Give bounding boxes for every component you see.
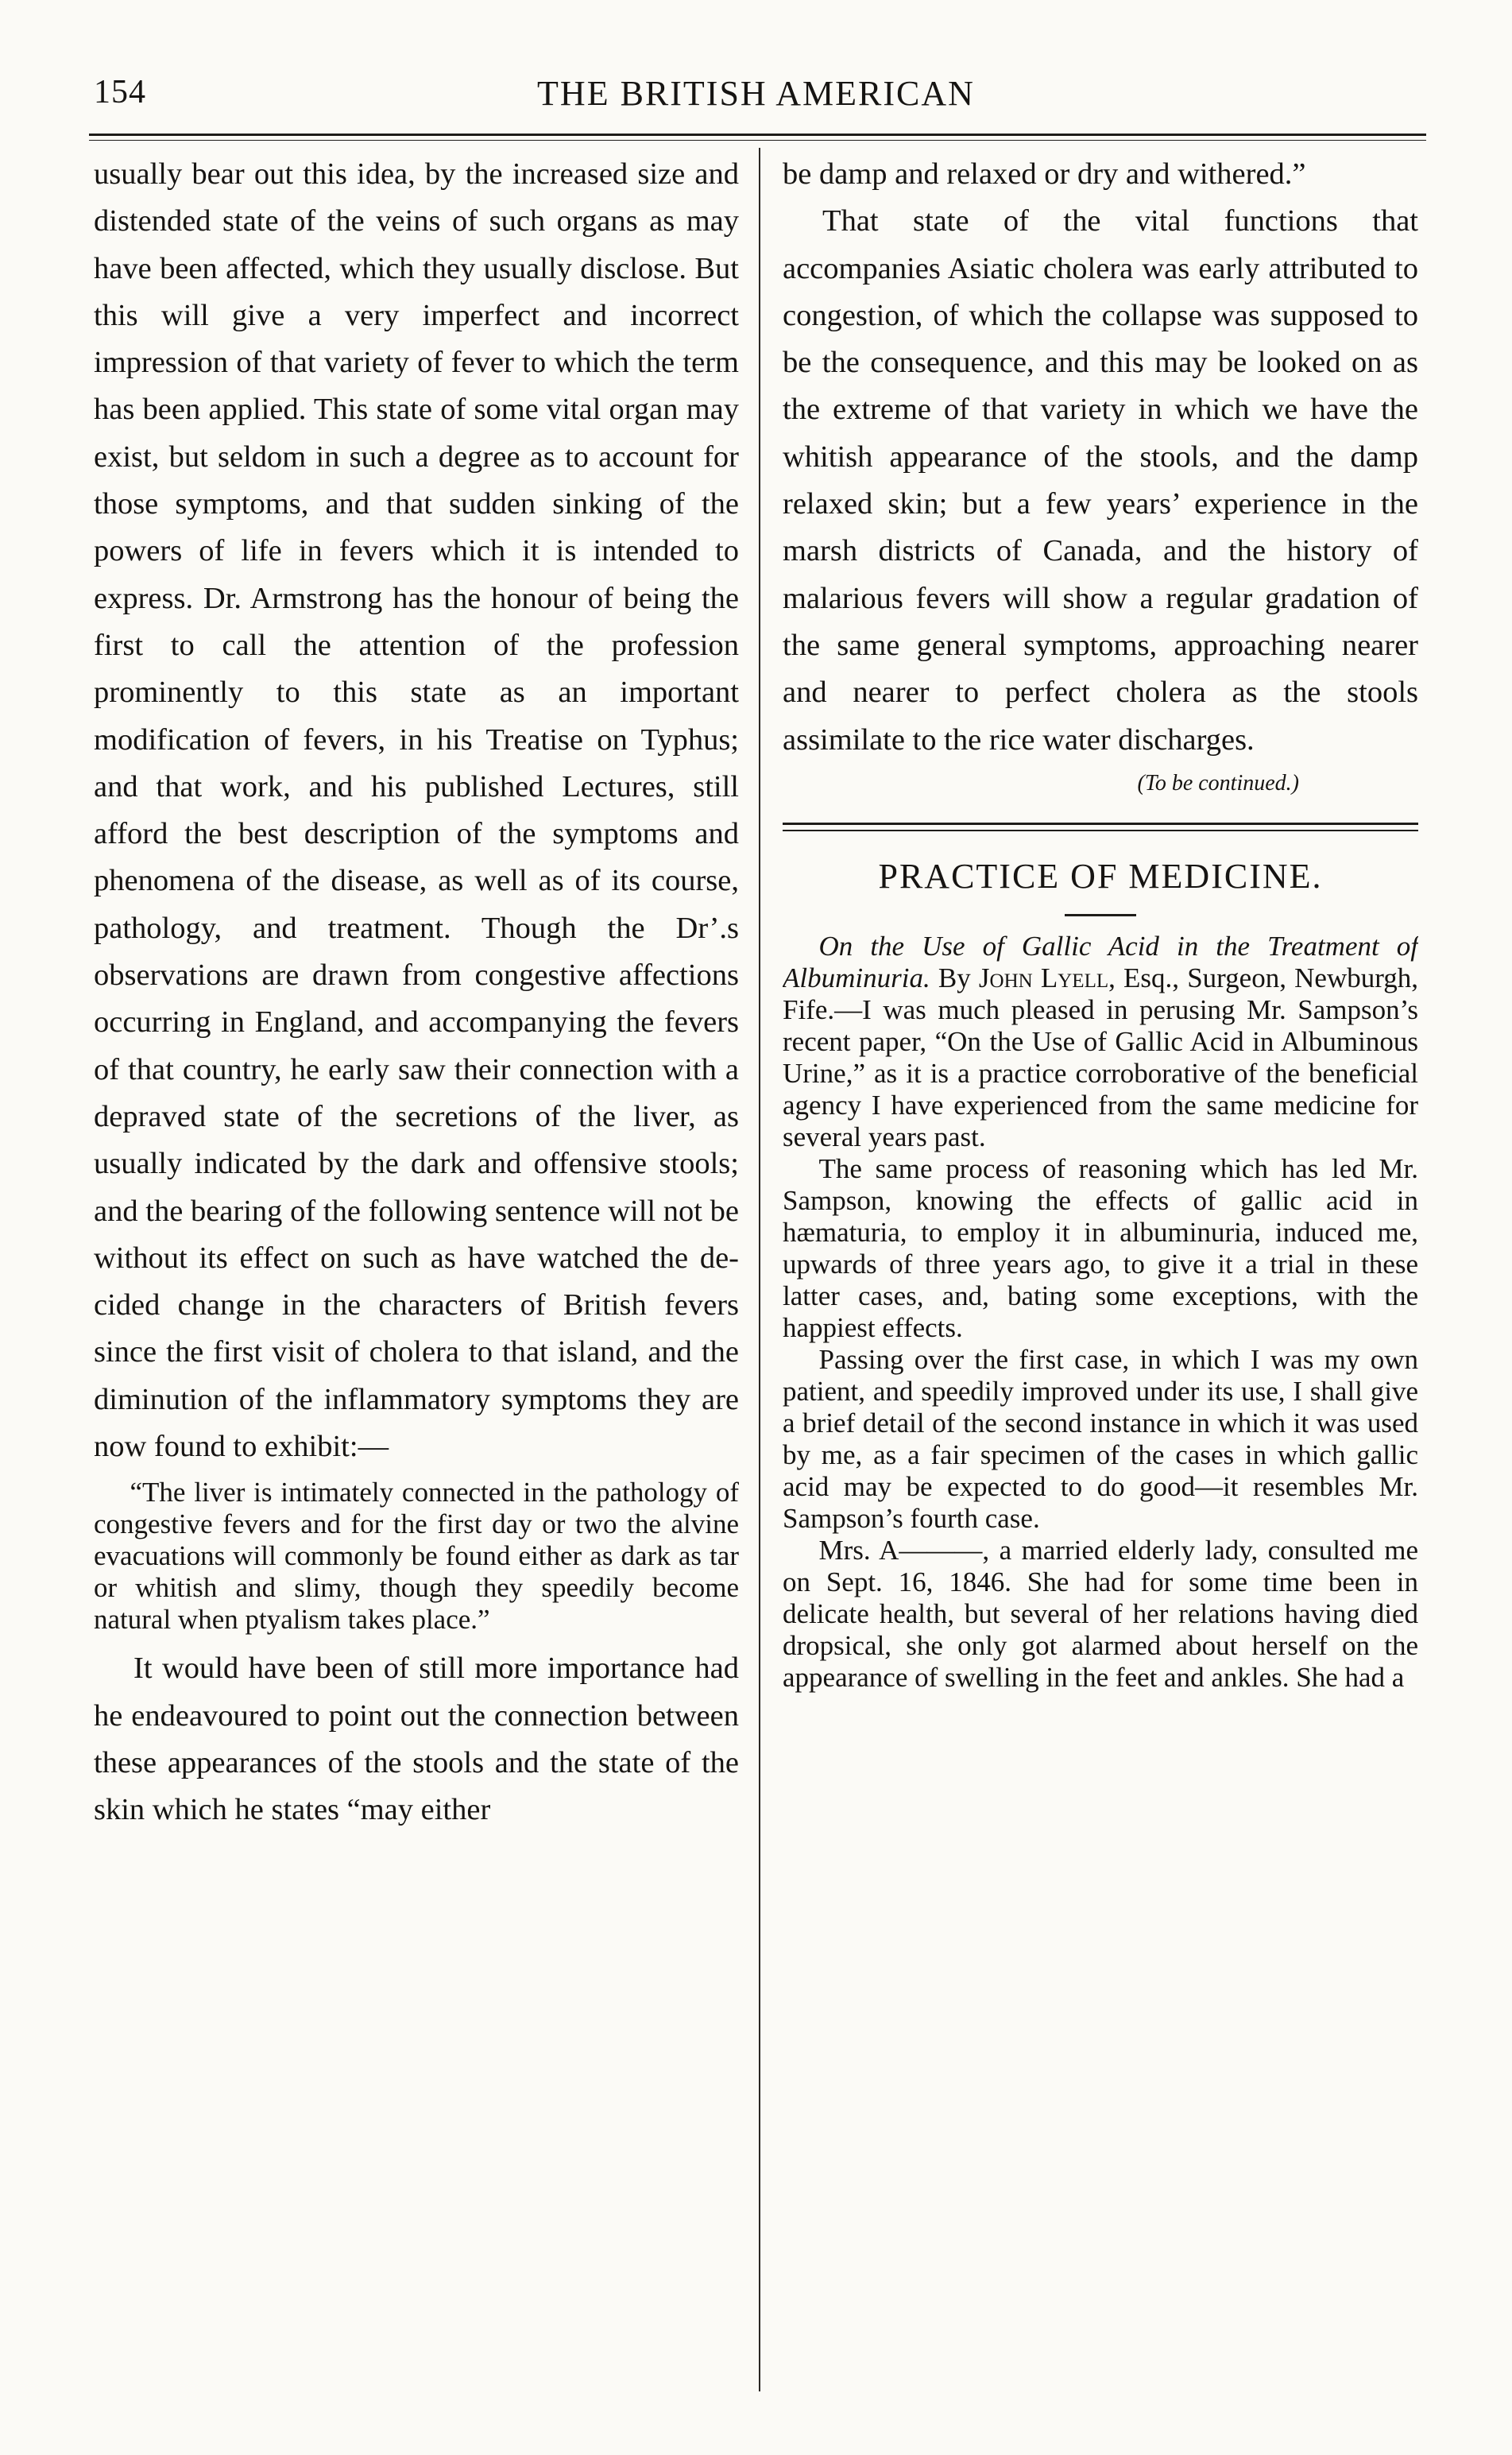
right-paragraph-1: be damp and relaxed or dry and withered.” — [783, 157, 1306, 191]
left-column — [94, 151, 739, 2391]
article-intro-text: , Esq., Surgeon, Newburgh, Fife.—I was much pleased in perusing Mr. Sampson’s recent paper, “On the Use of Gallic Acid in Albuminous Urine,” as it is a practice corroborative of the beneficial agency I have experienced from the same medicine for several years past. — [783, 962, 1418, 1152]
page-header — [94, 73, 1418, 121]
right-column — [783, 151, 1418, 2391]
column-divider — [759, 148, 760, 2391]
to-be-continued-note: (To be continued.) — [1137, 770, 1299, 796]
section-heading: PRACTICE OF MEDICINE. — [878, 856, 1323, 896]
article-title: On the Use of Gallic Acid in the Treatment of Albuminuria. — [783, 930, 1418, 993]
byline-by: By — [938, 962, 971, 993]
article-author: John Lyell — [978, 962, 1109, 993]
page-number: 154 — [94, 74, 146, 110]
article-paragraph-2: The same process of reasoning which has led Mr. Sampson, knowing the effects of gallic acid in hæmaturia, to employ it in albuminuria, induced me, upwards of three years ago, to give it a trial in these latter cases, and, bating some exceptions, with the happiest effects. — [783, 1152, 1418, 1343]
article-paragraph-3: Passing over the first case, in which I was my own patient, and speedily improved under its use, I shall give a brief detail of the second instance in which it was used by me, as a fair specimen of the cases in which gallic acid may be expected to do good—it resembles Mr. Sampson’s fourth case. — [783, 1343, 1418, 1534]
section-double-rule — [783, 823, 1418, 831]
article-paragraph-4: Mrs. A———, a married elderly lady, consulted me on Sept. 16, 1846. She had for some time been in delicate health, but several of her relations having died dropsical, she only got alarmed about herself on the appearance of swelling in the feet and ankles. She had a — [783, 1534, 1418, 1693]
right-paragraph-2: That state of the vital functions that accompanies Asiatic cholera was early attributed to congestion, of which the collapse was supposed to be the consequence, and this may be looked on as the extreme of that variety in which we have the whitish appearance of the stools, and the damp relaxed skin; but a few years’ experience in the marsh districts of Canada, and the history of malarious fevers will show a regular gradation of the same general symptoms, approaching nearer and nearer to perfect cholera as the stools assimilate to the rice water discharges. — [783, 204, 1418, 757]
left-paragraph-2: It would have been of still more importance had he endeavoured to point out the connection between these appearances of the stools and the state of the skin which he states “may either — [94, 1652, 739, 1827]
header-rule — [89, 134, 1426, 136]
article-intro — [783, 931, 1418, 1153]
blockquote: “The liver is intimately connected in the pathology of congestive fevers and for the first day or two the alvine evacuations will commonly be found either as dark as tar or whitish and slimy, though they speedily become natural when ptyalism takes place.” — [94, 1477, 739, 1636]
left-paragraph-1: usually bear out this idea, by the increased size and distended state of the veins of such organs as may have been affected, which they usually disclose. But this will give a very imperfect and incorrect impression of that variety of fever to which the term has been applied. This state of some vital organ may exist, but seldom in such a degree as to account for those symptoms, and that sudden sinking of the powers of life in fevers which it is intended to express. Dr. Armstrong has the honour of being the first to call the attention of the profession prominently to this state as an important modification of fevers, in his Treatise on Typhus; and that work, and his published Lectures, still afford the best description of the symptoms and phenomena of the disease, as well as of its course, pathology, and treatment. Though the Dr’.s observations are drawn from congestive affections occurring in England, and accompanying the fevers of that country, he early saw their connection with a depraved state of the secretions of the liver, as usually indicated by the dark and offensive stools; and the bearing of the following sentence will not be without its effect on such as have watched the decided change in the characters of British fevers since the first visit of cholera to that island, and the diminution of the inflammatory symptoms they are now found to exhibit:— — [94, 157, 739, 1464]
section-short-rule — [1065, 914, 1136, 916]
running-title: THE BRITISH AMERICAN — [537, 74, 975, 113]
header-rule-thin — [89, 140, 1426, 141]
